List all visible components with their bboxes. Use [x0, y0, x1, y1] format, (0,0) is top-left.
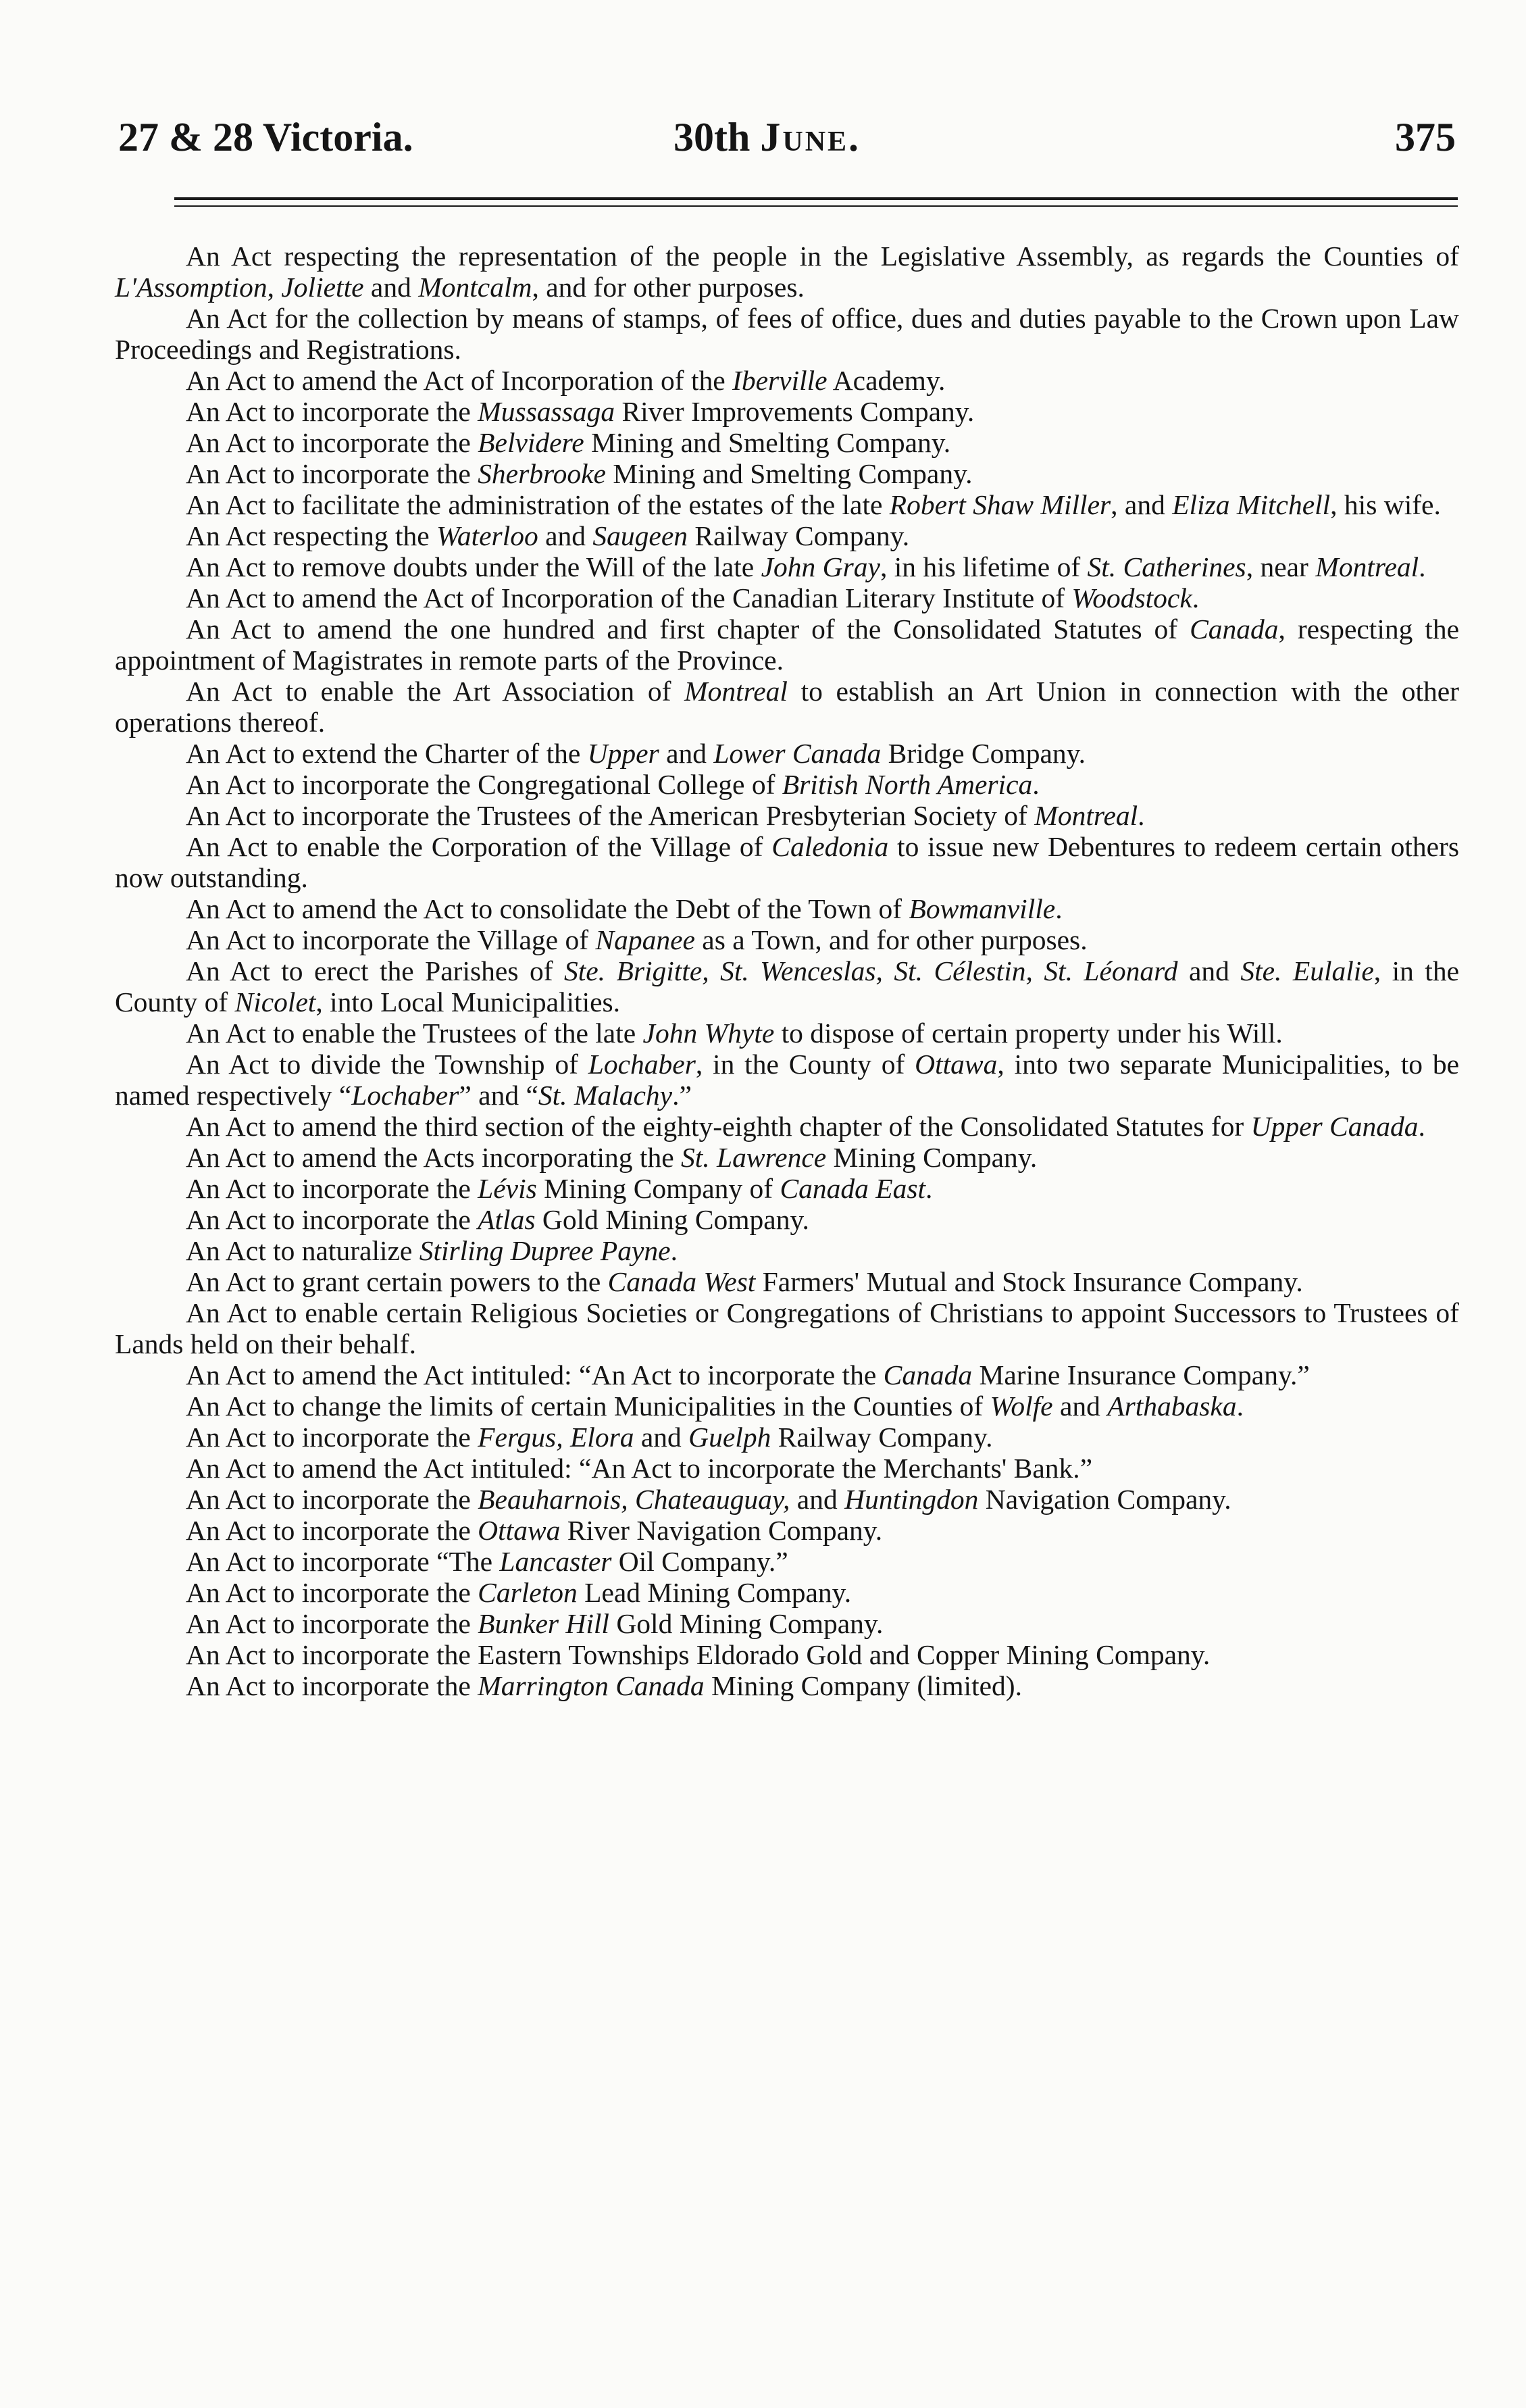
act-entry [115, 1670, 1459, 1701]
header-rule-thick [174, 197, 1458, 200]
act-text: An Act to incorporate the Trustees of the American Presbyterian Society of [186, 800, 1035, 831]
act-proper-name: Wolfe [990, 1390, 1053, 1422]
date-day: 30th [673, 115, 751, 159]
act-proper-name: Beauharnois, Chateauguay, [478, 1484, 790, 1515]
act-entry [115, 1173, 1459, 1204]
act-text: An Act to amend the third section of the eighty-eighth chapter of the Consolidated Statutes for [186, 1111, 1251, 1142]
act-entry [115, 1390, 1459, 1422]
act-entry [115, 769, 1459, 800]
act-proper-name: Mussassaga [478, 396, 615, 427]
act-entry [115, 1111, 1459, 1142]
act-entry [115, 1018, 1459, 1049]
act-text: , near [1246, 551, 1316, 582]
act-text: An Act to incorporate the [186, 1422, 478, 1453]
act-text: , respecting the appointment of Magistrates in remote parts of the Province. [115, 613, 1459, 676]
act-proper-name: Waterloo [436, 520, 538, 551]
act-entry [115, 1577, 1459, 1608]
act-entry [115, 924, 1459, 955]
act-text: and [363, 272, 419, 303]
act-text: An Act to incorporate the [186, 1484, 478, 1515]
act-text: to dispose of certain property under his Will. [774, 1018, 1283, 1049]
act-entry [115, 1049, 1459, 1111]
act-entry [115, 1235, 1459, 1266]
date-month: June. [760, 115, 861, 159]
act-text: Marine Insurance Company.” [972, 1359, 1310, 1390]
act-text: Lead Mining Company. [577, 1577, 852, 1608]
act-entry [115, 955, 1459, 1018]
act-proper-name: Bowmanville [909, 893, 1056, 924]
act-entry [115, 1297, 1459, 1359]
act-proper-name: Upper [587, 738, 659, 769]
act-entry [115, 613, 1459, 676]
act-entry [115, 1546, 1459, 1577]
act-proper-name: Fergus, Elora [478, 1422, 634, 1453]
header-rule-thin [174, 205, 1458, 207]
page-number: 375 [1395, 115, 1456, 159]
act-entry [115, 582, 1459, 613]
act-text: , and [1111, 489, 1173, 520]
act-text: An Act to change the limits of certain Municipalities in the Counties of [186, 1390, 990, 1422]
act-proper-name: Upper Canada [1250, 1111, 1419, 1142]
act-text: Navigation Company. [978, 1484, 1231, 1515]
act-proper-name: Napanee [595, 924, 695, 955]
act-entry [115, 1608, 1459, 1639]
act-proper-name: Eliza Mitchell [1172, 489, 1331, 520]
act-text: Gold Mining Company. [609, 1608, 884, 1639]
act-entry [115, 458, 1459, 489]
act-entry [115, 1204, 1459, 1235]
act-proper-name: Bunker Hill [478, 1608, 609, 1639]
act-entry [115, 520, 1459, 551]
act-text: Mining and Smelting Company. [584, 427, 951, 458]
act-proper-name: Robert Shaw Miller [889, 489, 1111, 520]
act-text: An Act to incorporate the [186, 1670, 478, 1701]
act-proper-name: Sherbrooke [478, 458, 606, 489]
act-proper-name: Montreal [684, 676, 788, 707]
act-proper-name: L'Assomption [115, 272, 268, 303]
act-proper-name: Ste. Brigitte, St. Wenceslas, St. Célestin, St. Léonard [563, 955, 1178, 986]
act-proper-name: St. Catherines [1087, 551, 1246, 582]
act-proper-name: St. Malachy [538, 1080, 673, 1111]
act-proper-name: Lochaber [588, 1049, 696, 1080]
act-proper-name: St. Lawrence [681, 1142, 827, 1173]
act-text: An Act to incorporate the [186, 1608, 478, 1639]
act-text: An Act respecting the representation of the people in the Legislative Assembly, as regards the Counties of [186, 241, 1459, 272]
act-text: An Act to incorporate “The [186, 1546, 500, 1577]
act-proper-name: Lochaber [351, 1080, 459, 1111]
act-proper-name: British North America [782, 769, 1033, 800]
act-text: An Act to incorporate the [186, 1173, 478, 1204]
act-text: ” and “ [459, 1080, 538, 1111]
act-text: . [1032, 769, 1040, 800]
act-entry [115, 365, 1459, 396]
act-text: An Act to enable the Trustees of the late [186, 1018, 643, 1049]
act-entry [115, 489, 1459, 520]
act-proper-name: Caledonia [771, 831, 889, 862]
act-proper-name: Ste. Eulalie [1240, 955, 1374, 986]
act-entry [115, 1266, 1459, 1297]
act-proper-name: Lower Canada [713, 738, 882, 769]
act-text: An Act to amend the one hundred and first chapter of the Consolidated Statutes of [186, 613, 1190, 645]
act-proper-name: Canada East [780, 1173, 926, 1204]
act-text: to issue new Debentures to redeem certain others now outstanding. [115, 831, 1459, 893]
act-proper-name: Lancaster [499, 1546, 612, 1577]
act-text: Railway Company. [771, 1422, 993, 1453]
act-text: An Act to incorporate the [186, 396, 478, 427]
act-proper-name: Lévis [478, 1173, 537, 1204]
act-text: An Act to incorporate the [186, 427, 478, 458]
act-entry [115, 831, 1459, 893]
act-text: An Act to enable the Corporation of the Village of [186, 831, 772, 862]
act-proper-name: Canada [1190, 613, 1279, 645]
act-text: . [1055, 893, 1063, 924]
act-text: . [925, 1173, 933, 1204]
act-text: An Act to erect the Parishes of [186, 955, 564, 986]
act-text: to establish an Art Union in connection with the other operations thereof. [115, 676, 1459, 738]
act-entry [115, 241, 1459, 303]
act-proper-name: Nicolet [234, 986, 316, 1018]
act-text: River Improvements Company. [615, 396, 975, 427]
act-text: and [1052, 1390, 1108, 1422]
act-text: An Act to incorporate the Village of [186, 924, 596, 955]
act-entry [115, 1359, 1459, 1390]
act-text: . [1419, 551, 1426, 582]
act-text: An Act to extend the Charter of the [186, 738, 588, 769]
act-text: Railway Company. [688, 520, 910, 551]
act-text: Mining Company of [536, 1173, 780, 1204]
act-text: An Act to incorporate the [186, 1204, 478, 1235]
act-proper-name: Arthabaska [1107, 1390, 1237, 1422]
act-text: An Act to incorporate the [186, 1577, 478, 1608]
act-text: An Act to incorporate the [186, 1515, 478, 1546]
act-text: , his wife. [1330, 489, 1441, 520]
act-entry [115, 303, 1459, 365]
act-text: , [267, 272, 282, 303]
act-entry [115, 551, 1459, 582]
act-text: , in the County of [695, 1049, 915, 1080]
act-proper-name: Ottawa [915, 1049, 998, 1080]
act-text: An Act to amend the Act of Incorporation of the [186, 365, 733, 396]
act-text: An Act to facilitate the administration of the estates of the late [186, 489, 890, 520]
regnal-years: 27 & 28 Victoria. [118, 115, 413, 159]
act-entry [115, 427, 1459, 458]
act-proper-name: Woodstock [1071, 582, 1192, 613]
act-proper-name: Marrington Canada [478, 1670, 705, 1701]
act-entry [115, 1142, 1459, 1173]
act-text: An Act to amend the Act intituled: “An Act to incorporate the Merchants' Bank.” [186, 1453, 1093, 1484]
act-text: An Act to incorporate the [186, 458, 478, 489]
act-text: . [1192, 582, 1200, 613]
act-text: An Act to amend the Act of Incorporation of the Canadian Literary Institute of [186, 582, 1072, 613]
act-proper-name: Montcalm [418, 272, 532, 303]
act-text: . [1418, 1111, 1425, 1142]
act-proper-name: Montreal [1034, 800, 1138, 831]
act-text: Oil Company.” [611, 1546, 788, 1577]
act-proper-name: Iberville [732, 365, 828, 396]
act-text: . [1138, 800, 1145, 831]
act-text: An Act to incorporate the Congregational College of [186, 769, 782, 800]
act-text: Bridge Company. [881, 738, 1086, 769]
act-text: An Act to enable the Art Association of [186, 676, 685, 707]
act-text: .” [672, 1080, 692, 1111]
act-text: . [670, 1235, 678, 1266]
act-text: Gold Mining Company. [535, 1204, 809, 1235]
act-proper-name: Guelph [688, 1422, 771, 1453]
acts-list [115, 241, 1459, 1701]
act-text: An Act to amend the Act to consolidate the Debt of the Town of [186, 893, 909, 924]
act-text: , in his lifetime of [880, 551, 1088, 582]
act-text: An Act to remove doubts under the Will of the late [186, 551, 761, 582]
act-entry [115, 396, 1459, 427]
act-proper-name: Stirling Dupree Payne [419, 1235, 671, 1266]
act-text: and [790, 1484, 845, 1515]
act-proper-name: Joliette [281, 272, 364, 303]
act-proper-name: Carleton [478, 1577, 578, 1608]
act-text: , into two separate Municipalities, to be named respectively “ [115, 1049, 1460, 1111]
act-proper-name: Belvidere [478, 427, 584, 458]
act-proper-name: John Gray [761, 551, 880, 582]
act-text: and [1177, 955, 1241, 986]
act-text: An Act respecting the [186, 520, 437, 551]
act-entry [115, 1515, 1459, 1546]
act-text: , into Local Municipalities. [315, 986, 621, 1018]
act-text: An Act to amend the Acts incorporating the [186, 1142, 681, 1173]
act-text: An Act to naturalize [186, 1235, 419, 1266]
act-text: Academy. [827, 365, 946, 396]
running-header [118, 107, 1456, 168]
act-text: , and for other purposes. [532, 272, 805, 303]
act-text: An Act to enable certain Religious Societies or Congregations of Christians to appoint Successors to Trustees of Lands held on their behalf. [115, 1297, 1459, 1359]
act-text: An Act to incorporate the Eastern Townships Eldorado Gold and Copper Mining Company. [186, 1639, 1211, 1670]
act-text: . [1236, 1390, 1244, 1422]
act-proper-name: John Whyte [642, 1018, 775, 1049]
act-proper-name: Canada [883, 1359, 973, 1390]
act-text: An Act to amend the Act intituled: “An Act to incorporate the [186, 1359, 884, 1390]
act-entry [115, 800, 1459, 831]
act-text: and [538, 520, 593, 551]
act-entry [115, 1422, 1459, 1453]
act-entry [115, 738, 1459, 769]
act-entry [115, 1639, 1459, 1670]
act-entry [115, 1484, 1459, 1515]
act-proper-name: Montreal [1315, 551, 1419, 582]
act-entry [115, 1453, 1459, 1484]
act-entry [115, 893, 1459, 924]
act-text: An Act for the collection by means of stamps, of fees of office, dues and duties payable to the Crown upon Law Proceedings and Registrations. [115, 303, 1459, 365]
act-proper-name: Canada West [607, 1266, 756, 1297]
act-proper-name: Saugeen [592, 520, 688, 551]
act-proper-name: Ottawa [478, 1515, 561, 1546]
act-text: Mining Company. [826, 1142, 1038, 1173]
act-text: River Navigation Company. [560, 1515, 883, 1546]
act-entry [115, 676, 1459, 738]
act-text: and [634, 1422, 689, 1453]
act-text: , in the County of [115, 955, 1460, 1018]
act-text: as a Town, and for other purposes. [694, 924, 1088, 955]
act-proper-name: Atlas [478, 1204, 536, 1235]
act-text: and [659, 738, 714, 769]
act-text: Mining Company (limited). [704, 1670, 1022, 1701]
act-proper-name: Huntingdon [844, 1484, 979, 1515]
header-date [673, 107, 861, 168]
act-text: Mining and Smelting Company. [605, 458, 973, 489]
act-text: Farmers' Mutual and Stock Insurance Company. [755, 1266, 1303, 1297]
act-text: An Act to divide the Township of [186, 1049, 588, 1080]
act-text: An Act to grant certain powers to the [186, 1266, 608, 1297]
